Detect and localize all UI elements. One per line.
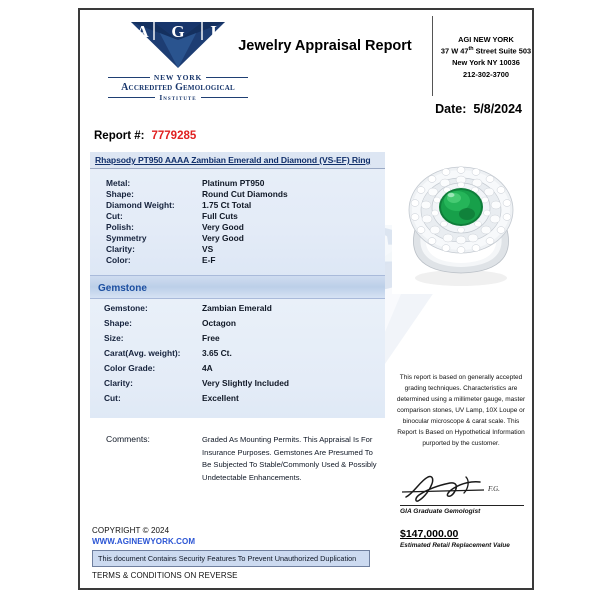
agi-diamond-logo-icon bbox=[119, 16, 237, 72]
ring-photograph bbox=[392, 152, 530, 294]
signature-credential: GIA Graduate Gemologist bbox=[400, 508, 481, 516]
svg-text:G: G bbox=[171, 22, 185, 41]
report-date bbox=[435, 102, 522, 116]
agi-logo bbox=[108, 16, 248, 102]
table-row bbox=[90, 303, 381, 313]
spec-label: Color Grade: bbox=[104, 363, 156, 373]
website-link[interactable]: WWW.AGINEWYORK.COM bbox=[92, 537, 196, 546]
spec-label: Cut: bbox=[106, 211, 123, 221]
appraised-value: $147,000.00 bbox=[400, 528, 459, 541]
specifications-column bbox=[90, 152, 385, 484]
item-heading: Rhapsody PT950 AAAA Zambian Emerald and Diamond (VS-EF) Ring bbox=[90, 152, 385, 169]
diamond-spec-table bbox=[90, 169, 385, 275]
table-row bbox=[90, 211, 381, 221]
spec-value: Excellent bbox=[202, 393, 239, 403]
spec-label: Shape: bbox=[104, 318, 132, 328]
table-row bbox=[90, 233, 381, 243]
rule-left bbox=[108, 77, 150, 78]
spec-label: Clarity: bbox=[106, 244, 135, 254]
lab-name: AGI NEW YORK bbox=[458, 35, 514, 44]
table-row bbox=[90, 255, 381, 265]
table-row bbox=[90, 200, 381, 210]
header-divider bbox=[432, 16, 433, 96]
lab-phone: 212-302-3700 bbox=[462, 69, 510, 79]
date-label: Date: bbox=[435, 102, 467, 116]
spec-label: Polish: bbox=[106, 222, 134, 232]
spec-value: Octagon bbox=[202, 318, 236, 328]
svg-text:I: I bbox=[210, 22, 217, 41]
spec-value: Full Cuts bbox=[202, 211, 238, 221]
table-row bbox=[90, 178, 381, 188]
spec-value: 3.65 Ct. bbox=[202, 348, 232, 358]
svg-text:A: A bbox=[136, 22, 149, 41]
spec-label: Diamond Weight: bbox=[106, 200, 175, 210]
ring-image bbox=[392, 152, 530, 294]
spec-label: Cut: bbox=[104, 393, 121, 403]
comments-text: Graded As Mounting Permits. This Appraisal Is For Insurance Purposes. Gemstones Are Presumed To Be Subjected To Stable/Commonly Used & Possibly Undetectable Enhancements. bbox=[202, 435, 377, 482]
spec-label: Shape: bbox=[106, 189, 134, 199]
signature-icon bbox=[400, 471, 518, 505]
rule-right-2 bbox=[201, 97, 248, 98]
spec-value: Zambian Emerald bbox=[202, 303, 272, 313]
spec-label: Symmetry bbox=[106, 233, 147, 243]
appraised-value-caption: Estimated Retail Replacement Value bbox=[400, 542, 510, 550]
page-title: Jewelry Appraisal Report bbox=[238, 38, 412, 54]
rule-right bbox=[206, 77, 248, 78]
spec-value: VS bbox=[202, 244, 214, 254]
table-row bbox=[90, 333, 381, 343]
spec-value: Very Good bbox=[202, 222, 244, 232]
copyright-text: COPYRIGHT © 2024 bbox=[92, 526, 170, 535]
lab-city: New York NY 10036 bbox=[452, 58, 520, 68]
spec-value: 4A bbox=[202, 363, 213, 373]
spec-value: Free bbox=[202, 333, 220, 343]
report-number-label: Report #: bbox=[94, 130, 145, 142]
table-row bbox=[90, 189, 381, 199]
spec-label: Clarity: bbox=[104, 378, 133, 388]
table-row bbox=[90, 393, 381, 403]
date-value: 5/8/2024 bbox=[473, 102, 522, 116]
rule-left-2 bbox=[108, 97, 155, 98]
grading-disclaimer: This report is based on generally accepted grading techniques. Characteristics are determined using a millimeter gauge, master comparison stones, UV Lamp, 10X Loupe or binocular microscope & carat scale. This Report Is Based on Hypothetical Information purported by the customer. bbox=[396, 374, 526, 448]
table-row bbox=[90, 318, 381, 328]
table-row bbox=[90, 378, 381, 388]
gemstone-section-title: Gemstone bbox=[98, 283, 147, 294]
lab-street: 37 W 47th Street Suite 503 bbox=[440, 46, 532, 56]
document-header bbox=[80, 10, 532, 116]
table-row bbox=[90, 222, 381, 232]
signature-block bbox=[392, 471, 530, 549]
agi-logo-wordmark bbox=[108, 73, 248, 102]
logo-line-new-york: NEW YORK bbox=[153, 73, 203, 82]
gemstone-spec-table bbox=[90, 299, 385, 418]
spec-label: Color: bbox=[106, 255, 131, 265]
table-row bbox=[90, 348, 381, 358]
comments-section bbox=[90, 434, 385, 484]
report-number-row bbox=[94, 130, 196, 142]
terms-notice: TERMS & CONDITIONS ON REVERSE bbox=[92, 571, 238, 580]
signature-rule bbox=[400, 505, 524, 506]
security-notice: This document Contains Security Features To Prevent Unauthorized Duplication bbox=[92, 550, 370, 567]
document-footer bbox=[92, 526, 392, 580]
spec-value: Very Good bbox=[202, 233, 244, 243]
spec-value: Platinum PT950 bbox=[202, 178, 265, 188]
spec-label: Gemstone: bbox=[104, 303, 148, 313]
logo-line-institute: Institute bbox=[159, 93, 197, 102]
appraisal-document bbox=[78, 8, 534, 590]
lab-address-block bbox=[440, 34, 532, 80]
photo-and-valuation-column bbox=[392, 152, 530, 549]
spec-value: E-F bbox=[202, 255, 216, 265]
spec-value: 1.75 Ct Total bbox=[202, 200, 252, 210]
spec-label: Metal: bbox=[106, 178, 131, 188]
logo-line-accredited: Accredited Gemological bbox=[121, 82, 235, 93]
report-number-value: 7779285 bbox=[151, 130, 197, 142]
table-row bbox=[90, 363, 381, 373]
comments-label: Comments: bbox=[106, 434, 150, 444]
signature-initials: F.G. bbox=[488, 485, 500, 494]
gemstone-section-header bbox=[90, 275, 385, 299]
spec-label: Size: bbox=[104, 333, 124, 343]
spec-label: Carat(Avg. weight): bbox=[104, 348, 181, 358]
spec-value: Very Slightly Included bbox=[202, 378, 290, 388]
table-row bbox=[90, 244, 381, 254]
spec-value: Round Cut Diamonds bbox=[202, 189, 288, 199]
